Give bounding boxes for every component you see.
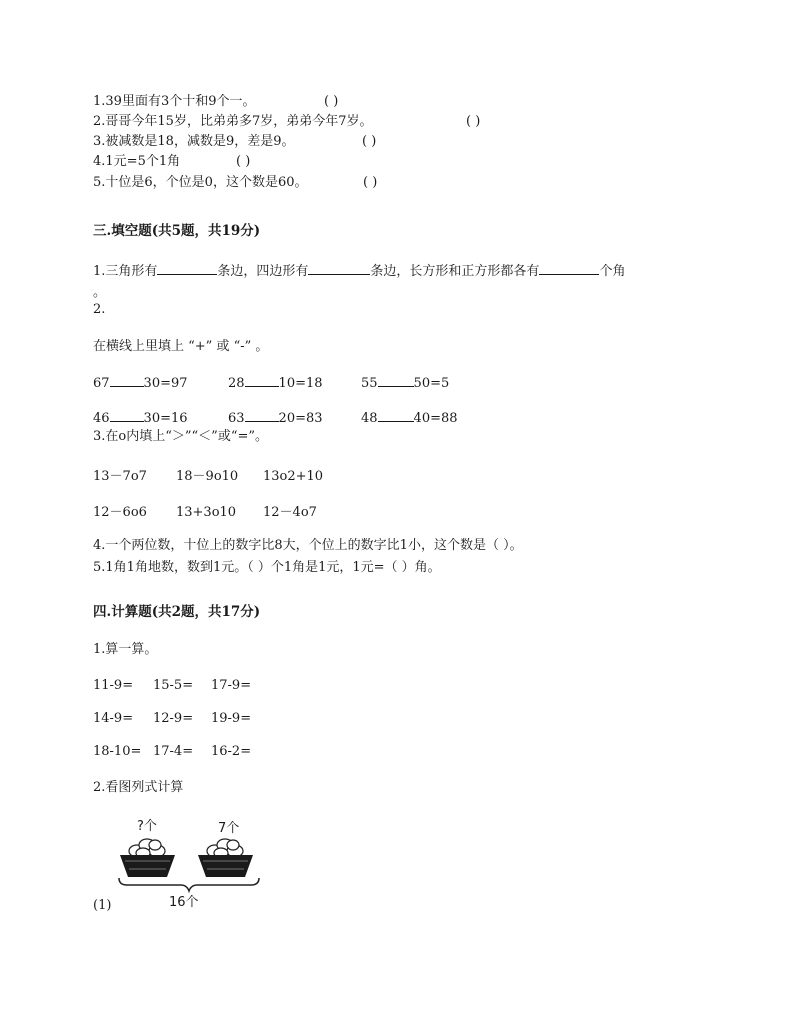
fill-q3-row [93, 465, 323, 484]
compare-item: 13－7o7 [93, 469, 147, 484]
brace-icon [119, 878, 259, 891]
judge-q4: 4.1元=5个1角 [93, 154, 181, 169]
answer-blank[interactable] [245, 409, 279, 422]
calc-row [93, 711, 251, 726]
fig-label-total: 16个 [169, 895, 199, 910]
equation-item: 67 30=97 [93, 376, 188, 391]
fill-q3: 3.在o内填上“＞”“＜”或“=”。 [93, 429, 268, 444]
compare-item: 12－6o6 [93, 505, 147, 520]
calc-q2: 2.看图列式计算 [93, 780, 184, 795]
equation-item: 55 50=5 [361, 376, 450, 391]
answer-blank[interactable] [110, 409, 144, 422]
equation-item: 48 40=88 [361, 411, 458, 426]
judge-q5: 5.十位是6，个位是0，这个数是60。 [93, 175, 308, 190]
fig-label-unknown: ?个 [137, 819, 157, 834]
answer-blank[interactable] [539, 262, 599, 275]
calc-row [93, 678, 251, 693]
equation-item: 46 30=16 [93, 411, 188, 426]
fill-q3-row [93, 501, 317, 520]
answer-blank[interactable] [245, 374, 279, 387]
fill-q4: 4.一个两位数，十位上的数字比8大，个位上的数字比1小，这个数是（ ）。 [93, 538, 523, 553]
compare-item: 13+3o10 [176, 505, 237, 520]
fill-q2-row [93, 374, 449, 391]
basket-right-icon [198, 839, 253, 877]
calc-item: 16-2= [211, 744, 252, 759]
fill-q1-end: 。 [93, 285, 107, 300]
fill-q2: 2. [93, 302, 106, 317]
fill-q1-text-c: 条边，长方形和正方形都各有 [370, 264, 540, 279]
answer-paren[interactable]: ( ) [363, 175, 378, 190]
answer-paren[interactable]: ( ) [362, 134, 377, 149]
fill-q1-text-a: 1.三角形有 [93, 264, 158, 279]
judge-q2: 2.哥哥今年15岁，比弟弟多7岁，弟弟今年7岁。 [93, 114, 373, 129]
fill-q1 [93, 262, 625, 280]
compare-item: 18－9o10 [176, 469, 239, 484]
calc-item: 11-9= [93, 678, 134, 693]
equation-item: 63 20=83 [228, 411, 323, 426]
answer-blank[interactable] [308, 262, 370, 275]
answer-paren[interactable]: ( ) [466, 114, 481, 129]
fill-q2-instruction: 在横线上里填上 “+” 或 “-” 。 [93, 339, 269, 354]
answer-blank[interactable] [157, 262, 217, 275]
answer-blank[interactable] [110, 374, 144, 387]
equation-item: 28 10=18 [228, 376, 323, 391]
calc-row [93, 744, 251, 759]
compare-item: 13o2+10 [263, 469, 324, 484]
compare-item: 12－4o7 [263, 505, 317, 520]
judge-q1: 1.39里面有3个十和9个一。 [93, 94, 256, 109]
calc-item: 12-9= [153, 711, 194, 726]
calc-q2-sub1: (1) [93, 898, 112, 913]
fig-label-known: 7个 [218, 821, 240, 836]
calc-item: 14-9= [93, 711, 134, 726]
section-title-calc: 四.计算题(共2题，共17分) [93, 604, 261, 620]
fill-q1-text-b: 条边，四边形有 [217, 264, 309, 279]
section-title-fill: 三.填空题(共5题，共19分) [93, 223, 261, 239]
fill-q2-row [93, 409, 458, 426]
calc-item: 19-9= [211, 711, 252, 726]
answer-paren[interactable]: ( ) [236, 154, 251, 169]
calc-q1: 1.算一算。 [93, 642, 158, 657]
fill-q1-text-d: 个角 [599, 264, 626, 279]
judge-q3: 3.被减数是18，减数是9，差是9。 [93, 134, 295, 149]
fill-q5: 5.1角1角地数，数到1元。（ ）个1角是1元，1元=（ ）角。 [93, 560, 441, 575]
answer-blank[interactable] [378, 409, 414, 422]
calc-item: 17-9= [211, 678, 252, 693]
answer-blank[interactable] [378, 374, 414, 387]
calc-item: 17-4= [153, 744, 194, 759]
basket-left-icon [120, 839, 175, 877]
calc-item: 18-10= [93, 744, 142, 759]
basket-figure [115, 815, 265, 910]
answer-paren[interactable]: ( ) [324, 94, 339, 109]
calc-item: 15-5= [153, 678, 194, 693]
